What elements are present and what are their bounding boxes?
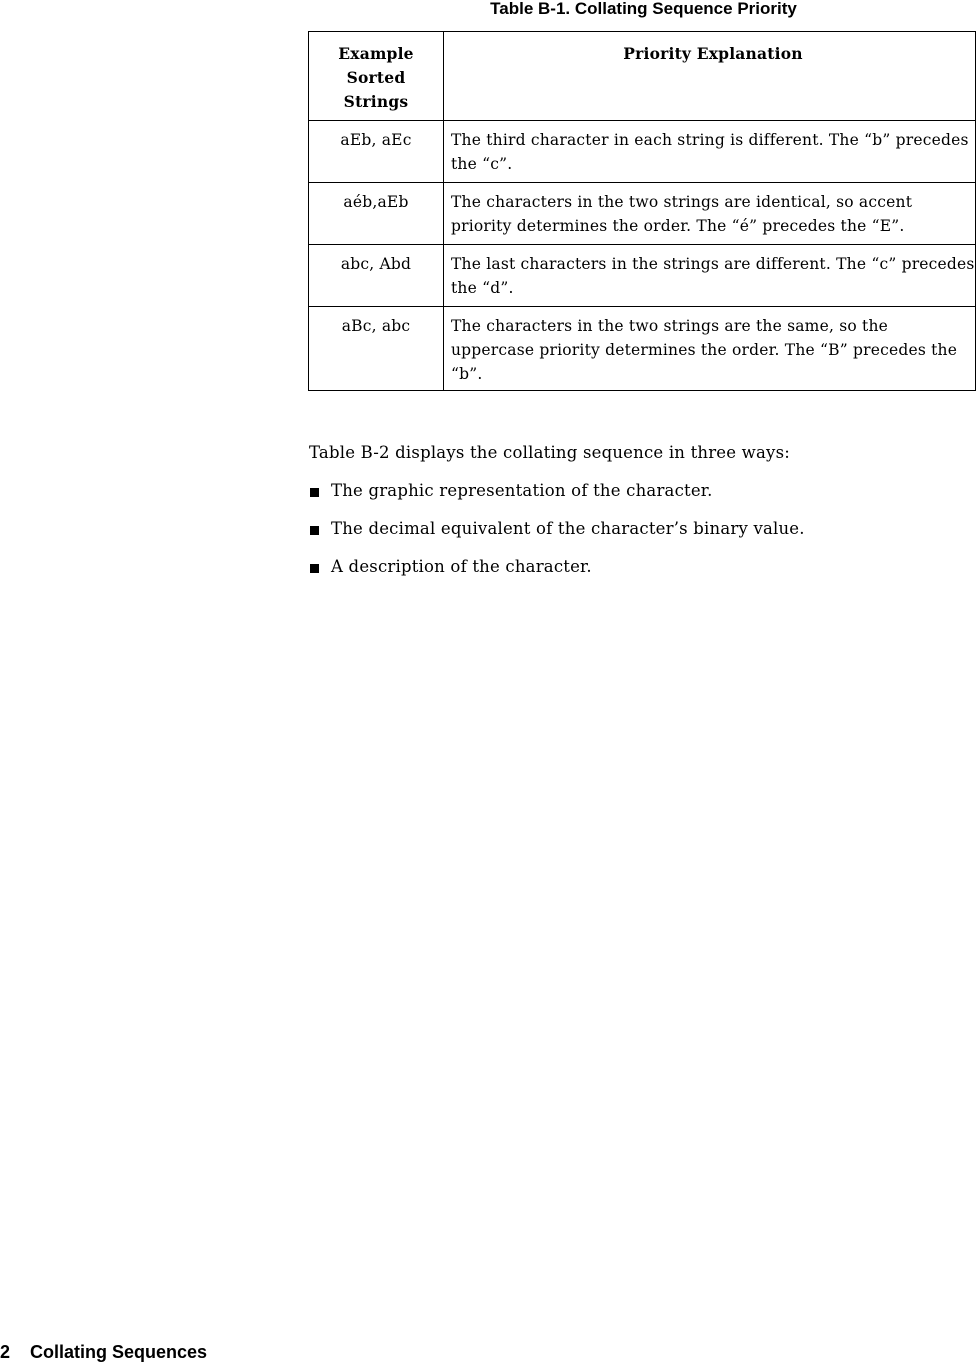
table-caption: Table B-1. Collating Sequence Priority [490,0,797,18]
bullet-list [309,478,805,592]
header-priority-explanation: Priority Explanation [444,32,976,121]
header-line: Example [338,44,414,63]
cell-strings: aBc, abc [309,307,444,391]
list-item-text: A description of the character. [331,557,592,576]
intro-paragraph: Table B-2 displays the collating sequence in three ways: [309,443,790,462]
cell-strings: abc, Abd [309,245,444,307]
footer-section-title: Collating Sequences [30,1342,208,1362]
cell-strings: aéb,aEb [309,183,444,245]
page-number: 2 [0,1342,11,1362]
collating-priority-table [308,31,976,391]
cell-explanation: The characters in the two strings are the same, so the uppercase priority determines the order. The “B” precedes the “b”. [444,307,976,391]
page-footer [0,1340,207,1364]
list-item [309,554,805,580]
square-bullet-icon [310,564,319,573]
table-row [309,121,976,183]
header-line: Strings [343,92,409,111]
cell-explanation: The characters in the two strings are identical, so accent priority determines the order. The “é” precedes the “E”. [444,183,976,245]
header-line: Sorted [346,68,406,87]
square-bullet-icon [310,488,319,497]
table-header-row [309,32,976,121]
cell-explanation: The third character in each string is different. The “b” precedes the “c”. [444,121,976,183]
header-example-sorted-strings [309,32,444,121]
square-bullet-icon [310,526,319,535]
table-row [309,307,976,391]
list-item-text: The graphic representation of the character. [331,481,713,500]
list-item [309,478,805,504]
cell-explanation: The last characters in the strings are different. The “c” precedes the “d”. [444,245,976,307]
list-item-text: The decimal equivalent of the character’s binary value. [331,519,805,538]
list-item [309,516,805,542]
table-row [309,183,976,245]
table-row [309,245,976,307]
cell-strings: aEb, aEc [309,121,444,183]
